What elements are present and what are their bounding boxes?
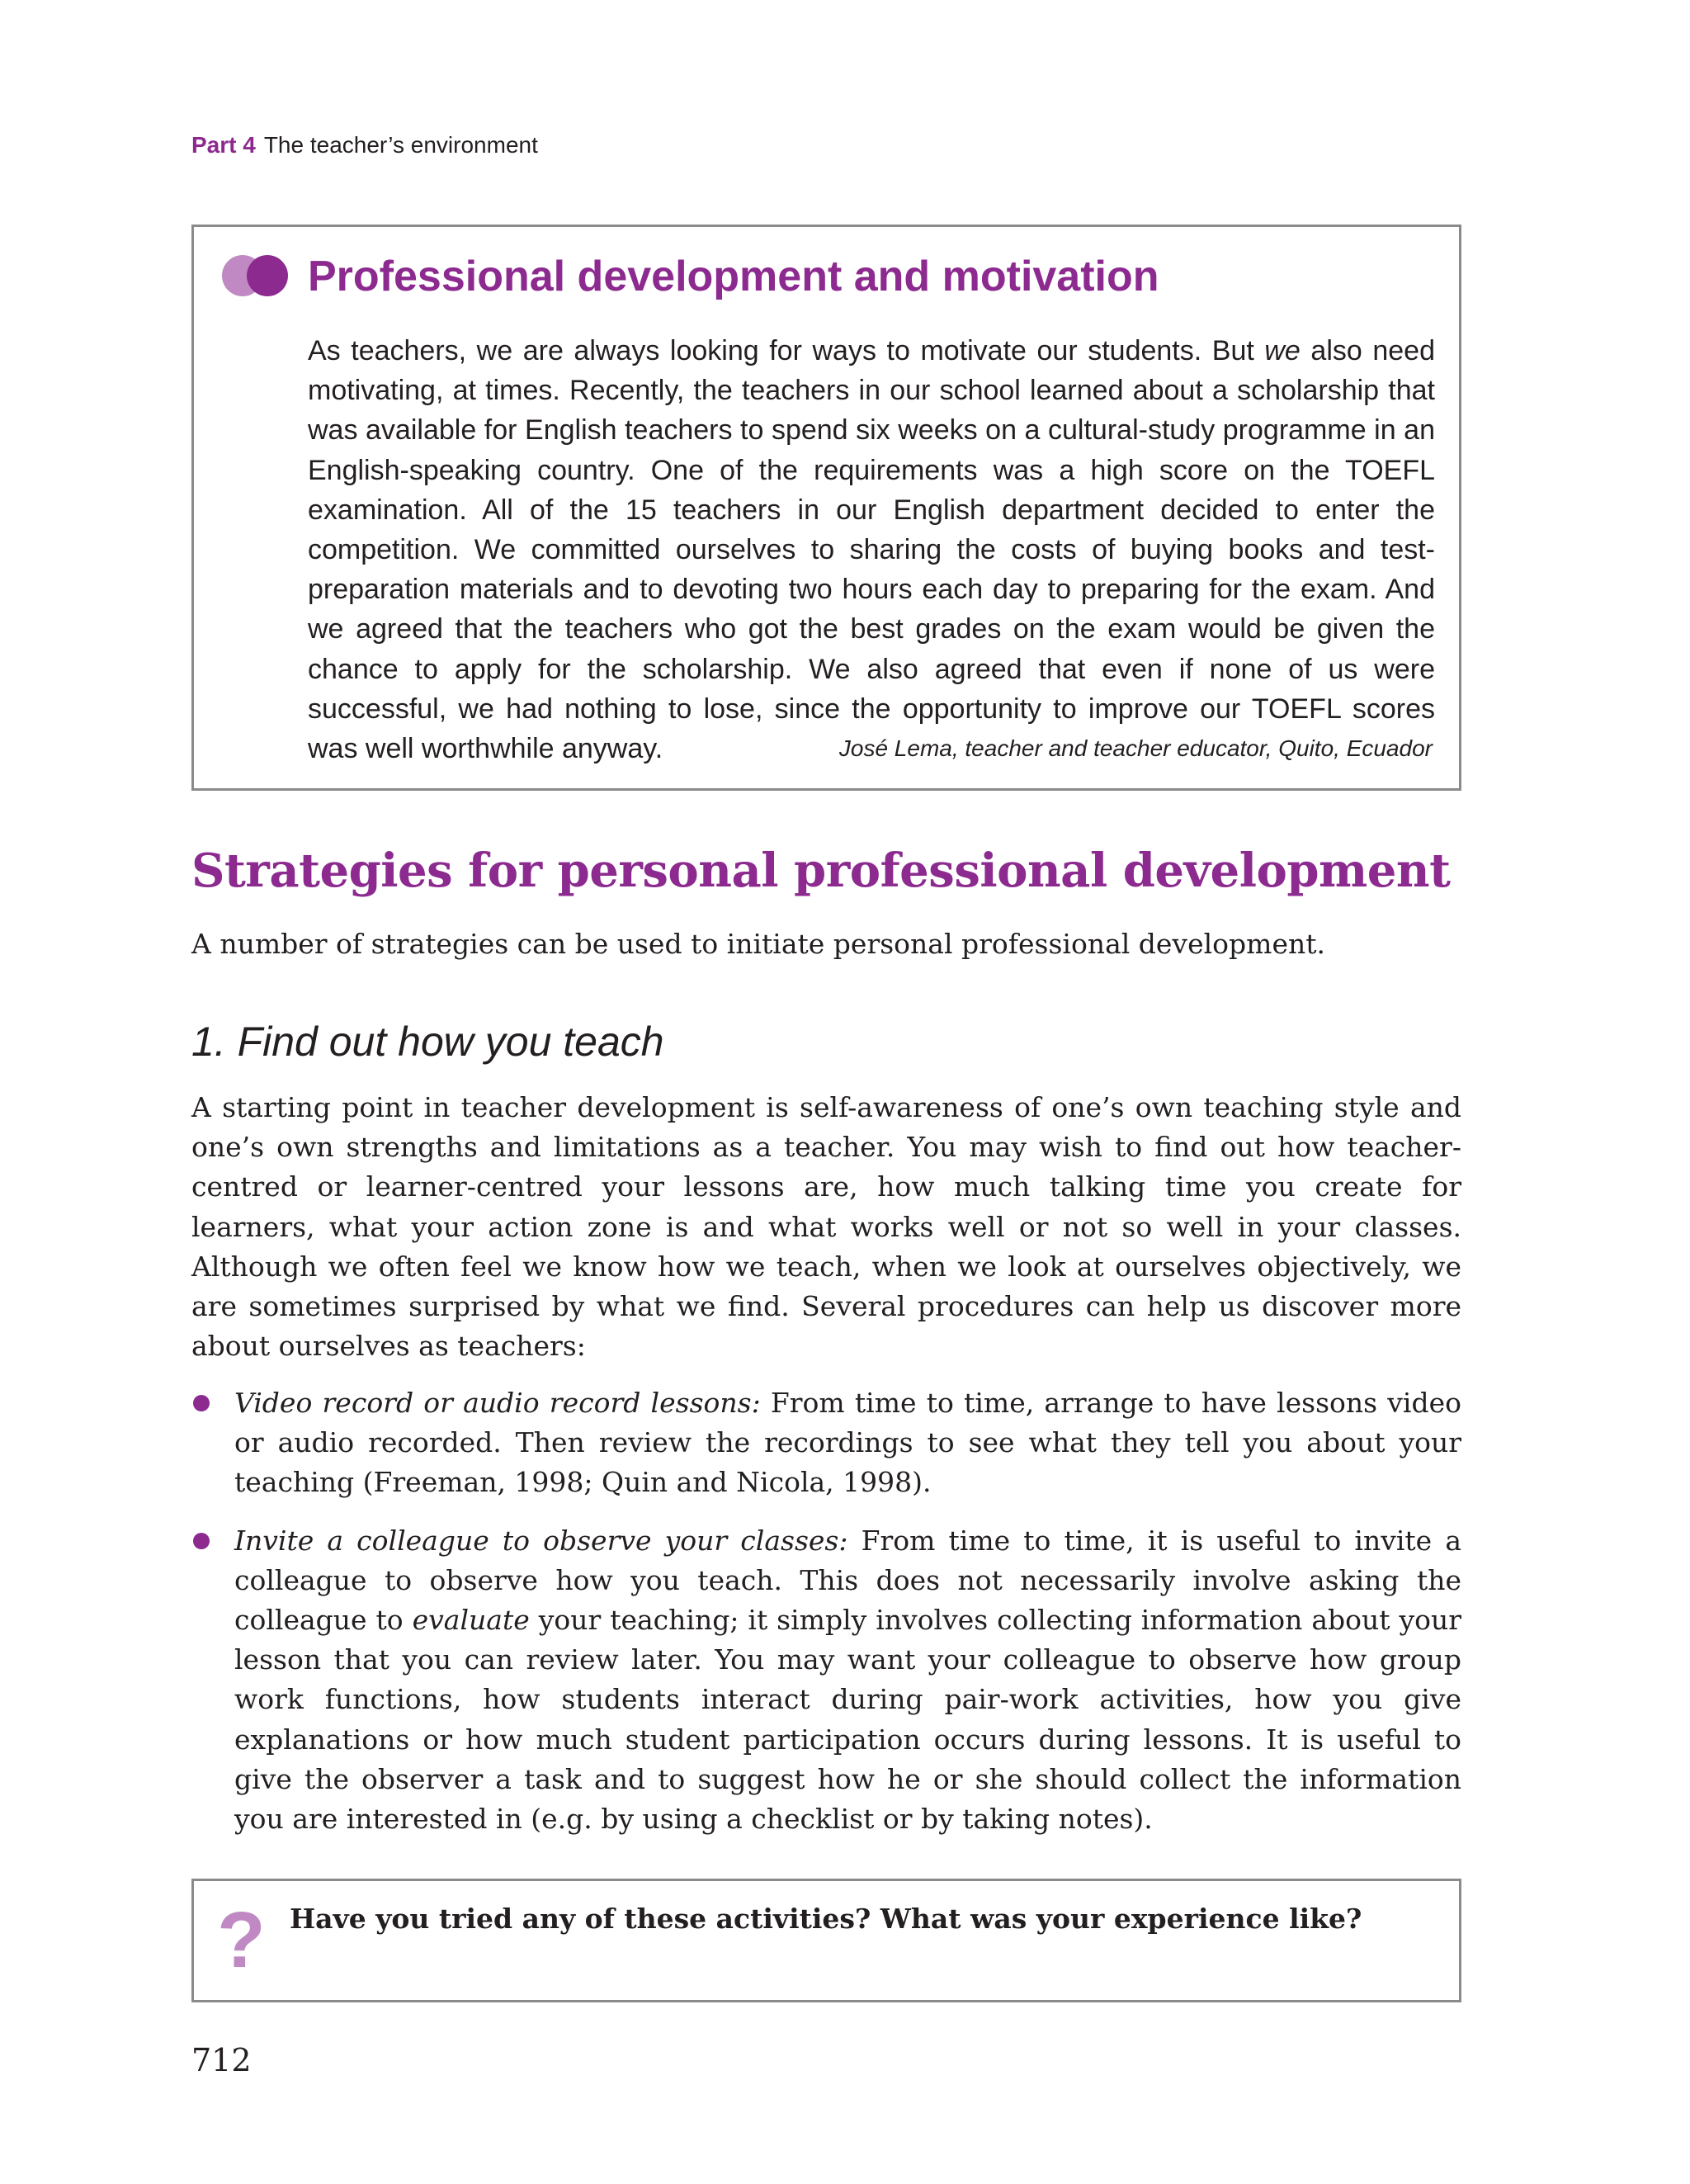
emphasis-we: we [1264, 335, 1301, 366]
professional-development-box [191, 225, 1461, 791]
emphasis-evaluate: evaluate [412, 1604, 530, 1637]
bullet-icon [193, 1395, 210, 1411]
sub-heading: 1. Find out how you teach [191, 1019, 664, 1065]
running-header [191, 132, 538, 158]
bullet-list [191, 1383, 1461, 1857]
body-paragraph: A starting point in teacher development is self-awareness of one’s own teaching style and one’s own strengths and limitations as a teacher. You may wish to find out how teacher-centred or learner-centred your lessons are, how much talking time you create for learners, what your action zone is and what works well or not so well in your classes. Although we often feel we know how we teach, when we look at ourselves objectively, we are sometimes surprised by what we find. Several procedures can help us discover more about ourselves as teachers: [191, 1091, 1461, 1363]
box-title: Professional development and motivation [308, 253, 1159, 300]
part-label: Part 4 [191, 132, 256, 158]
overlapping-circles-icon [222, 255, 291, 296]
page-number: 712 [191, 2042, 252, 2078]
section-intro: A number of strategies can be used to initiate personal professional development. [191, 928, 1325, 960]
bullet-text: From time to time, arrange to have lessons video or audio recorded. Then review the recordings to see what they tell you about your teaching (Freeman, 1998; Quin and Nicola, 1998). [234, 1387, 1461, 1499]
bullet-icon [193, 1533, 210, 1549]
bullet-lead: Video record or audio record lessons: [234, 1387, 761, 1419]
question-text: Have you tried any of these activities? What was your experience like? [290, 1903, 1362, 1935]
box-body: As teachers, we are always looking for ways to motivate our students. But we also need motivating, at times. Recently, the teachers in our school learned about a scholarship that was available for English teachers to spend six weeks on a cultural-study programme in an English-speaking country. One of the requirements was a high score on the TOEFL examination. All of the 15 teachers in our English department decided to enter the competition. We committed ourselves to sharing the costs of buying books and test-preparation materials and to devoting two hours each day to preparing for the exam. And we agreed that the teachers who got the best grades on the exam would be given the chance to apply for the scholarship. We also agreed that even if none of us were successful, we had nothing to lose, since the opportunity to improve our TOEFL scores was well worthwhile anyway. [308, 335, 1435, 765]
bullet-text: From time to time, it is useful to invite a colleague to observe how you teach. This does not necessarily involve asking the colleague to [234, 1524, 1462, 1637]
section-heading: Strategies for personal professional development [191, 844, 1451, 898]
bullet-text-continued: your teaching; it simply involves collecting information about your lesson that you can review later. You may want your colleague to observe how group work functions, how students interact during pair-work activities, how you give explanations or how much student participation occurs during lessons. It is useful to give the observer a task and to suggest how he or she should collect the information you are interested in (e.g. by using a checklist or by taking notes). [234, 1604, 1462, 1836]
question-box [191, 1879, 1461, 2002]
box-attribution: José Lema, teacher and teacher educator, Quito, Ecuador [838, 735, 1433, 761]
question-mark-icon: ? [217, 1896, 266, 1984]
list-item [191, 1383, 1461, 1503]
bullet-lead: Invite a colleague to observe your classes: [234, 1524, 848, 1557]
part-title: The teacher’s environment [263, 132, 538, 158]
list-item [191, 1521, 1461, 1840]
